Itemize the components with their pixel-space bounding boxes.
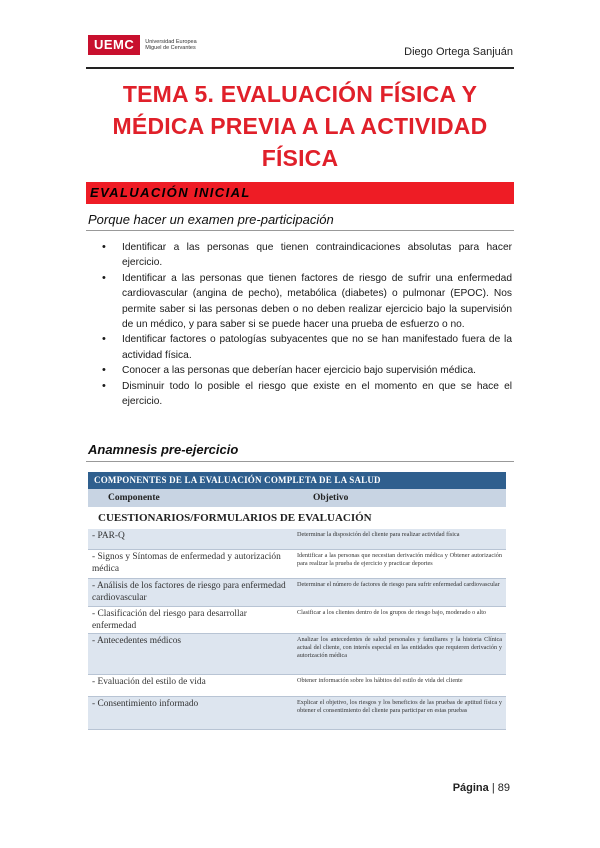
section-bar: [86, 182, 514, 204]
table-header-row: [88, 489, 506, 507]
row-objective: Explicar el objetivo, los riesgos y los beneficios de las pruebas de aptitud física y obtener el consentimiento del cliente para participar en estas pruebas: [297, 699, 502, 715]
logo-subtitle: Universidad Europea Miguel de Cervantes: [145, 39, 197, 51]
page-title: TEMA 5. EVALUACIÓN FÍSICA Y MÉDICA PREVIA A LA ACTIVIDAD FÍSICA: [112, 81, 488, 171]
page-separator: |: [491, 782, 495, 794]
subheading-preparticipation: Porque hacer un examen pre-participación: [88, 212, 334, 227]
bullet-item: • Disminuir todo lo posible el riesgo que existe en el momento en que se hace el ejercicio.: [102, 379, 512, 410]
row-objective: Determinar la disposición del cliente para realizar actividad física: [297, 531, 460, 538]
table-row: [88, 634, 506, 675]
row-component: - Clasificación del riesgo para desarrollar enfermedad: [92, 609, 247, 631]
subheading-anamnesis: Anamnesis pre-ejercicio: [88, 442, 239, 457]
page-label: Página: [452, 782, 489, 794]
table-row: [88, 675, 506, 697]
uemc-logo: [88, 35, 205, 55]
column-header-component: Componente: [108, 493, 160, 503]
subheading-divider: [86, 461, 514, 462]
table-row: [88, 607, 506, 634]
page-number: [453, 782, 510, 794]
row-objective: Obtener información sobre los hábitos del estilo de vida del cliente: [297, 677, 463, 684]
header-divider: [86, 67, 514, 69]
row-objective: Analizar los antecedentes de salud personales y familiares y la historia Clínica actual del cliente, con interés especial en las entidades que requieren derivación y autorización médica: [297, 636, 502, 660]
row-component: - Signos y Síntomas de enfermedad y autorización médica: [92, 552, 281, 574]
bullet-list: [102, 240, 512, 409]
health-evaluation-table: [88, 472, 506, 730]
table-row: [88, 579, 506, 607]
table-section-label: CUESTIONARIOS/FORMULARIOS DE EVALUACIÓN: [88, 507, 506, 529]
row-objective: Clasificar a los clientes dentro de los grupos de riesgo bajo, moderado o alto: [297, 609, 487, 616]
author-name: Diego Ortega Sanjuán: [404, 46, 513, 58]
bullet-item: • Identificar a las personas que tienen contraindicaciones absolutas para hacer ejercicio.: [102, 240, 512, 271]
row-component: - Consentimiento informado: [92, 699, 199, 709]
section-heading: EVALUACIÓN INICIAL: [90, 185, 251, 200]
row-objective: Determinar el número de factores de riesgo para sufrir enfermedad cardiovascular: [297, 581, 500, 588]
row-component: - Análisis de los factores de riesgo para enfermedad cardiovascular: [92, 581, 286, 603]
page-number-value: 89: [497, 782, 510, 794]
bullet-item: • Conocer a las personas que deberían hacer ejercicio bajo supervisión médica.: [102, 363, 512, 378]
bullet-item: • Identificar factores o patologías subyacentes que no se han manifestado fuera de la actividad física.: [102, 332, 512, 363]
table-row: [88, 529, 506, 550]
bullet-item: • Identificar a las personas que tienen factores de riesgo de sufrir una enfermedad cardiovascular (angina de pecho), metabólica (diabetes) o pulmonar (EPOC). Nos permite saber si las personas deben o no deben realizar ejercicio bajo la supervisión de un médico, y para saber si se puede hacer una prueba de esfuerzo o no.: [102, 271, 512, 333]
row-objective: Identificar a las personas que necesitan derivación médica y Obtener autorización para realizar la prueba de ejercicio y practicar deportes: [297, 552, 502, 568]
row-component: - Antecedentes médicos: [92, 636, 182, 646]
column-header-objective: Objetivo: [313, 493, 349, 503]
table-title: COMPONENTES DE LA EVALUACIÓN COMPLETA DE LA SALUD: [88, 472, 506, 489]
subheading-divider: [86, 230, 514, 231]
table-row: [88, 697, 506, 730]
row-component: - Evaluación del estilo de vida: [92, 677, 206, 687]
row-component: - PAR-Q: [92, 531, 125, 541]
table-row: [88, 550, 506, 579]
logo-mark: UEMC: [88, 35, 140, 55]
